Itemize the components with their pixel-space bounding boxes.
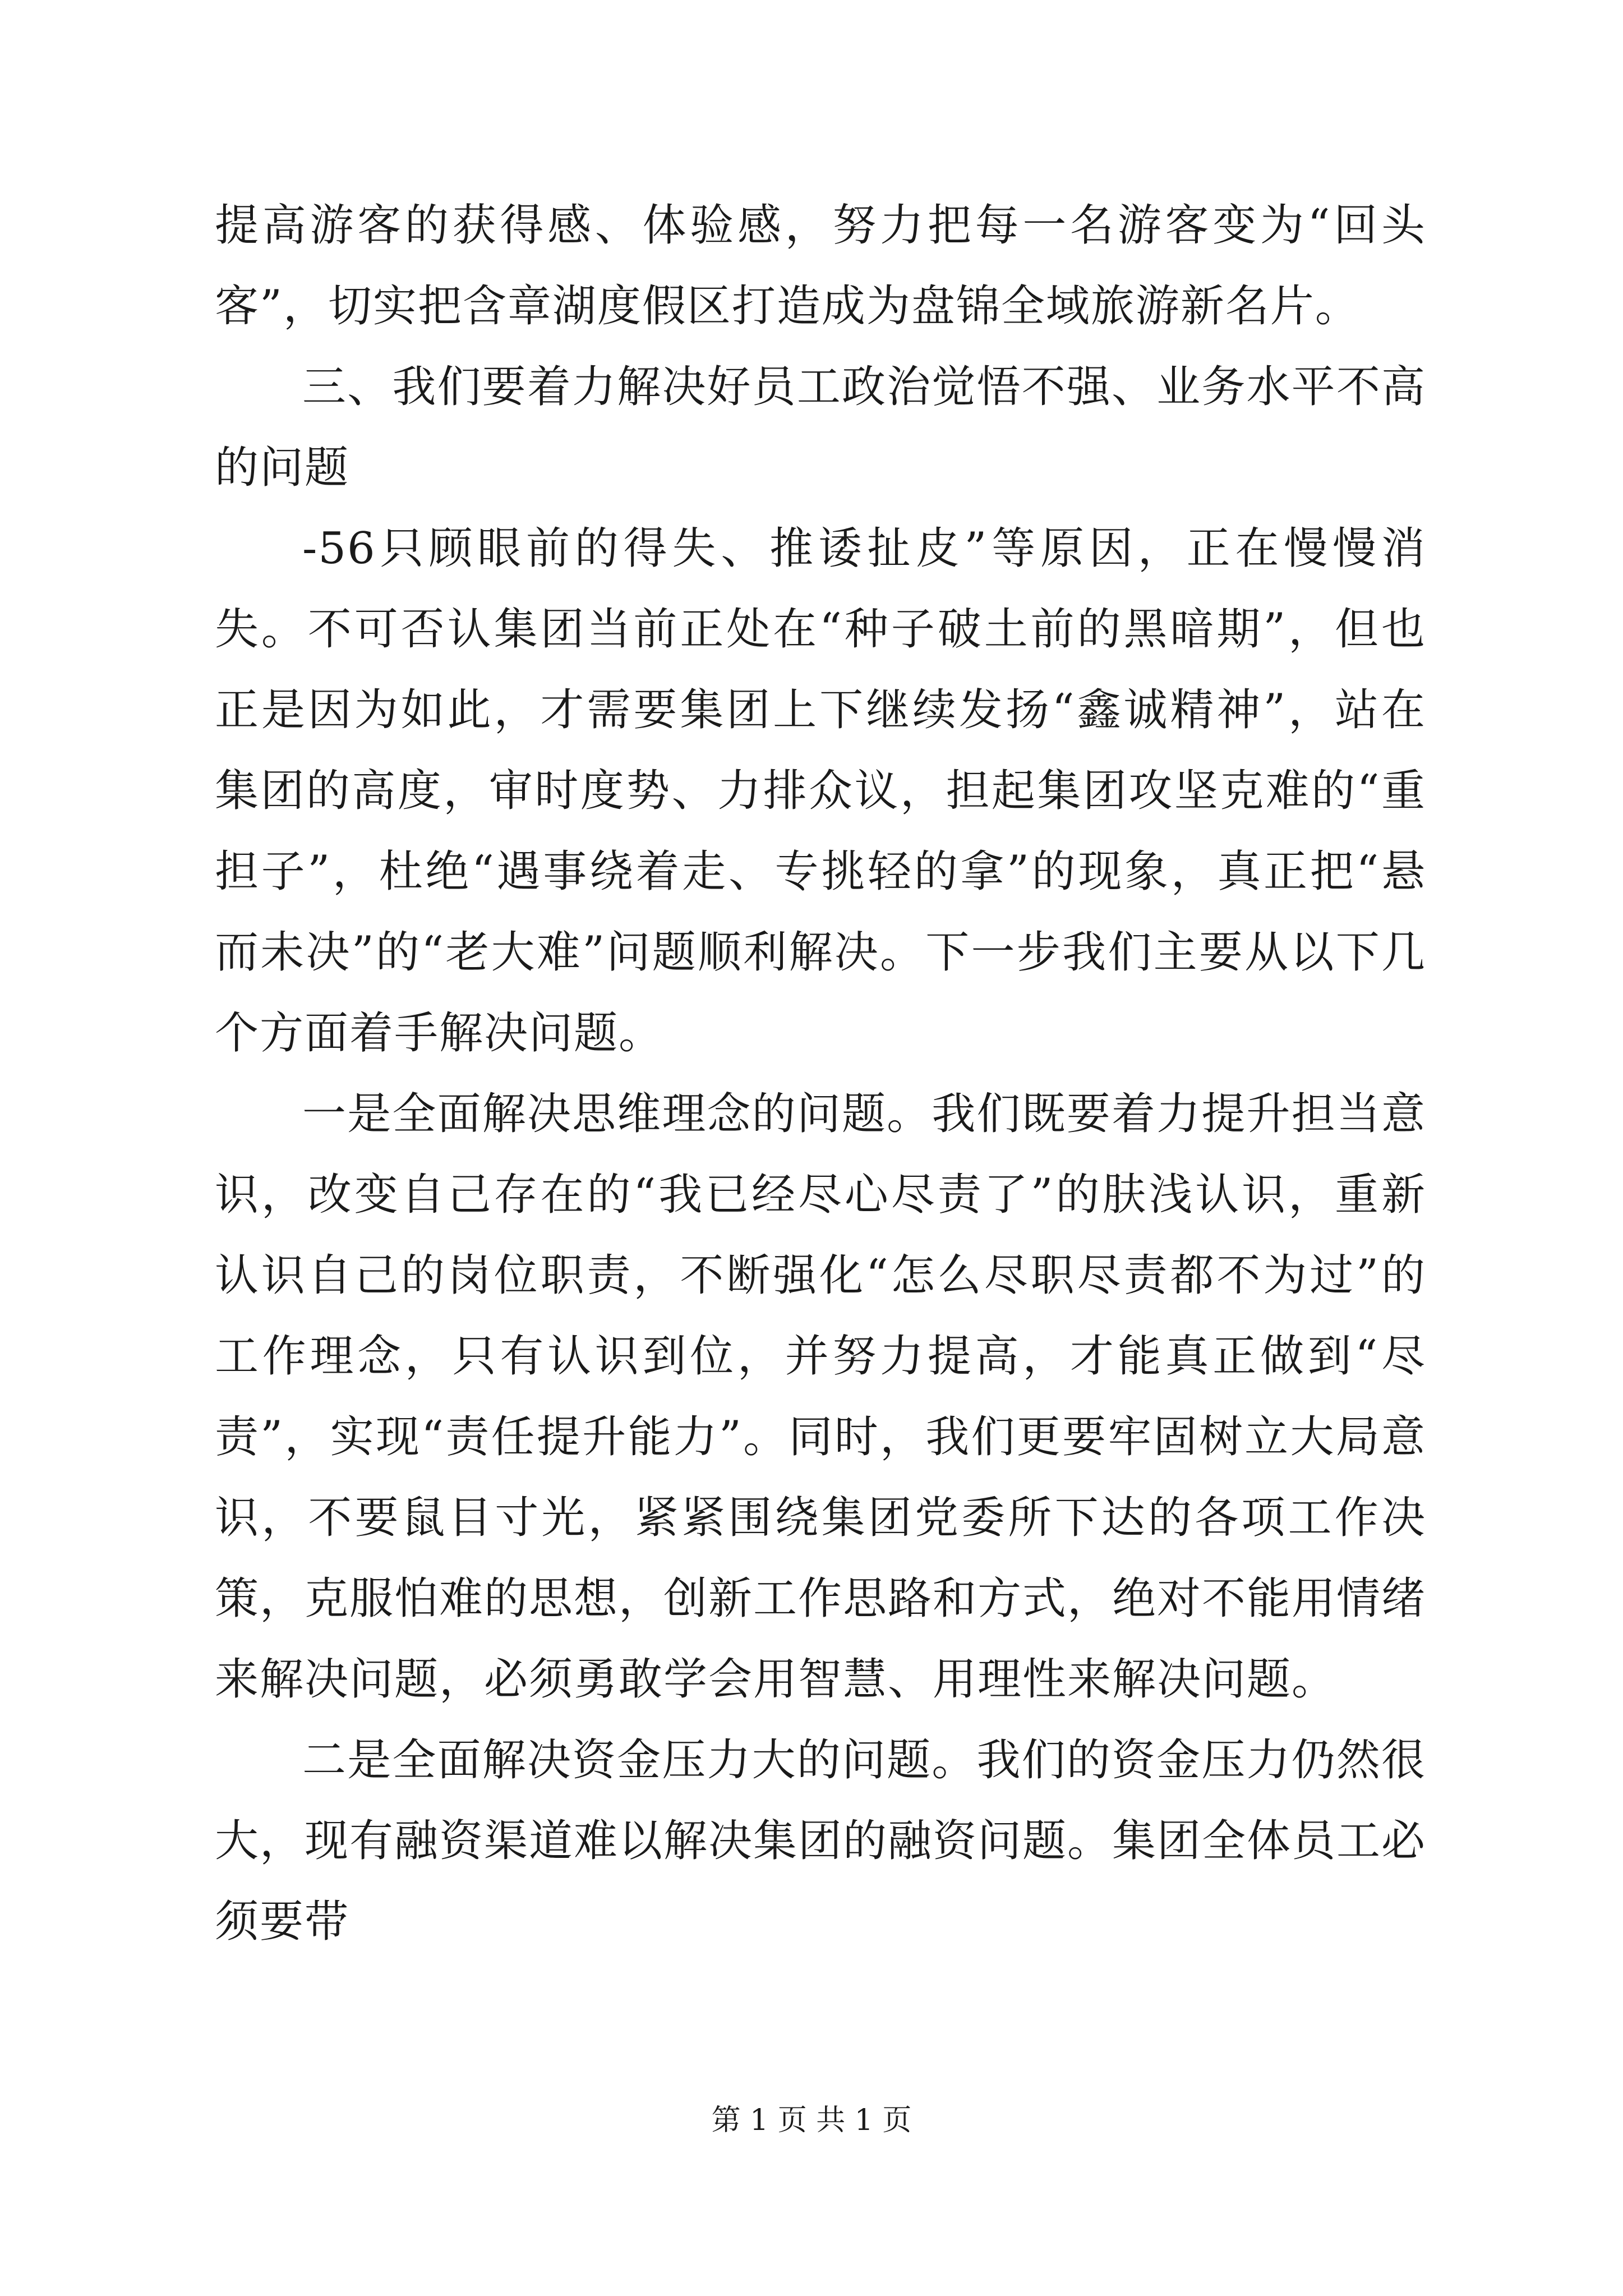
paragraph-point-two: 二是全面解决资金压力大的问题。我们的资金压力仍然很大，现有融资渠道难以解决集团的融资问题。集团全体员工必须要带 [215,1735,1427,1947]
page-footer [0,2101,1623,2140]
paragraph-intro: -56只顾眼前的得失、推诿扯皮”等原因，正在慢慢消失。不可否认集团当前正处在“种子破土前的黑暗期”，但也正是因为如此，才需要集团上下继续发扬“鑫诚精神”，站在集团的高度，审时度势、力排众议，担起集团攻坚克难的“重担子”，杜绝“遇事绕着走、专挑轻的拿”的现象，真正把“悬而未决”的“老大难”问题顺利解决。下一步我们主要从以下几个方面着手解决问题。 [215,523,1426,1059]
paragraph-point-one: 一是全面解决思维理念的问题。我们既要着力提升担当意识，改变自己存在的“我已经尽心尽责了”的肤浅认识，重新认识自己的岗位职责，不断强化“怎么尽职尽责都不为过”的工作理念，只有认识到位，并努力提高，才能真正做到“尽责”，实现“责任提升能力”。同时，我们更要牢固树立大局意识，不要鼠目寸光，紧紧围绕集团党委所下达的各项工作决策，克服怕难的思想，创新工作思路和方式，绝对不能用情绪来解决问题，必须勇敢学会用智慧、用理性来解决问题。 [215,1089,1427,1705]
paragraph-continuation: 提高游客的获得感、体验感，努力把每一名游客变为“回头客”，切实把含章湖度假区打造成为盘锦全域旅游新名片。 [215,200,1426,332]
section-heading: 三、我们要着力解决好员工政治觉悟不强、业务水平不高的问题 [215,362,1426,493]
page-number-label: 第 1 页 共 1 页 [711,2104,912,2137]
document-body [215,185,1426,1962]
